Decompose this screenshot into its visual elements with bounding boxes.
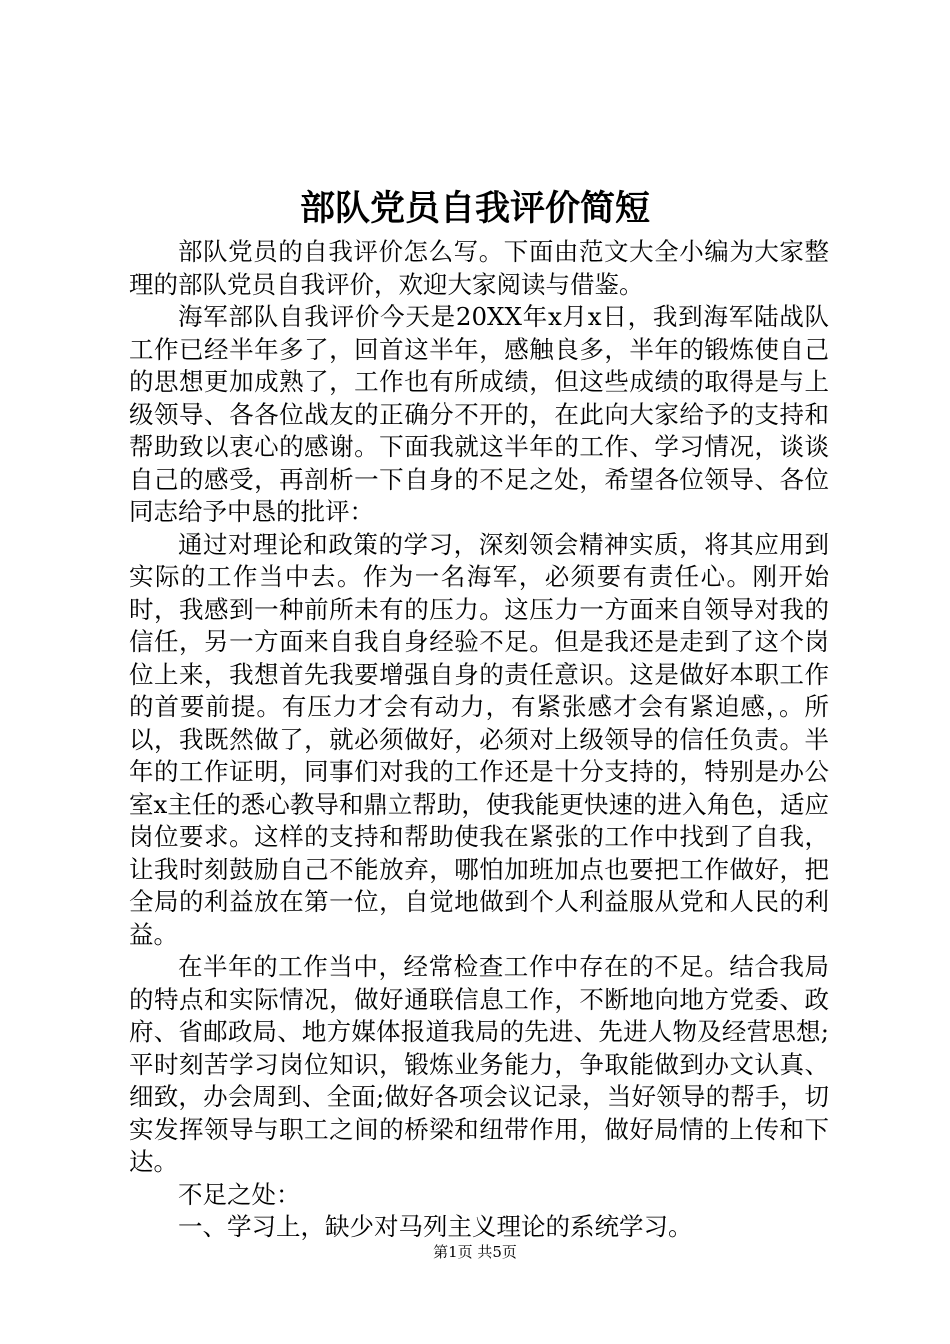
- paragraph-shortcomings-heading: 不足之处：: [178, 1179, 301, 1209]
- document-title: 部队党员自我评价简短: [299, 188, 650, 229]
- paragraph-responsibility: 通过对理论和政策的学习，深刻领会精神实质，将其应用到实际的工作当中去。作为一名海军，必须要有责任心。刚开始时，我感到一种前所未有的压力。这压力一方面来自领导对我的信任，另一方面来自我自身经验不足。但是我还是走到了这个岗位上来，我想首先我要增强自身的责任意识。这是做好本职工作的首要前提。有压力才会有动力，有紧张感才会有紧迫感，。所以，我既然做了，就必须做好，必须对上级领导的信任负责。半年的工作证明，同事们对我的工作还是十分支持的，特别是办公室x主任的悉心教导和鼎立帮助，使我能更快速的进入角色，适应岗位要求。这样的支持和帮助使我在紧张的工作中找到了自我，让我时刻鼓励自己不能放弃，哪怕加班加点也要把工作做好，把全局的利益放在第一位，自觉地做到个人利益服从党和人民的利益。: [129, 529, 829, 949]
- document-body: [129, 236, 829, 1244]
- paragraph-intro: 部队党员的自我评价怎么写。下面由范文大全小编为大家整理的部队党员自我评价，欢迎大家阅读与借鉴。: [129, 237, 829, 299]
- paragraph-self-evaluation: 海军部队自我评价今天是20XX年x月x日，我到海军陆战队工作已经半年多了，回首这半年，感触良多，半年的锻炼使自己的思想更加成熟了，工作也有所成绩，但这些成绩的取得是与上级领导、各各位战友的正确分不开的，在此向大家给予的支持和帮助致以衷心的感谢。下面我就这半年的工作、学习情况，谈谈自己的感受，再剖析一下自身的不足之处，希望各位领导、各位同志给予中恳的批评：: [129, 302, 829, 526]
- paragraph-work-review: 在半年的工作当中，经常检查工作中存在的不足。结合我局的特点和实际情况，做好通联信息工作，不断地向地方党委、政府、省邮政局、地方媒体报道我局的先进、先进人物及经营思想;平时刻苦学习岗位知识，锻炼业务能力，争取能做到办文认真、细致，办会周到、全面;做好各项会议记录，当好领导的帮手，切实发挥领导与职工之间的桥梁和纽带作用，做好局情的上传和下达。: [129, 952, 829, 1176]
- page-number-footer: 第1页 共5页: [433, 1243, 517, 1261]
- paragraph-shortcoming-1: 一、学习上，缺少对马列主义理论的系统学习。: [178, 1212, 693, 1241]
